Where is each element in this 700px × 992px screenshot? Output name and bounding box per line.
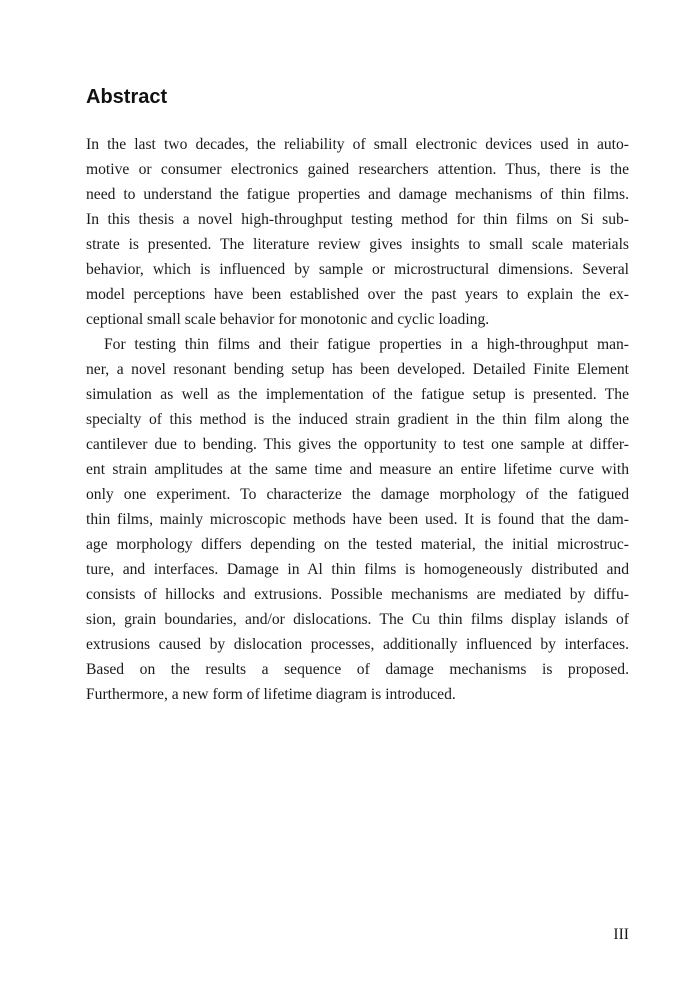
paragraph-line: model perceptions have been established over the past years to explain the ex- [86,286,629,303]
paragraph-line: thin films, mainly microscopic methods have been used. It is found that the dam- [86,511,629,528]
paragraph-line: need to understand the fatigue properties and damage mechanisms of thin films. [86,186,629,203]
page-number: III [613,926,629,943]
paragraph-line: strate is presented. The literature review gives insights to small scale materials [86,236,629,253]
paragraph-line: sion, grain boundaries, and/or dislocations. The Cu thin films display islands of [86,611,629,628]
paragraph-line: In this thesis a novel high-throughput testing method for thin films on Si sub- [86,211,629,228]
paragraph-line: age morphology differs depending on the tested material, the initial microstruc- [86,536,629,553]
paragraph-line: specialty of this method is the induced strain gradient in the thin film along the [86,411,629,428]
paragraph-line: only one experiment. To characterize the damage morphology of the fatigued [86,486,629,503]
paragraph-line: In the last two decades, the reliability of small electronic devices used in auto- [86,136,629,153]
paragraph-line: extrusions caused by dislocation processes, additionally influenced by interfaces. [86,636,629,653]
paragraph-line: ner, a novel resonant bending setup has been developed. Detailed Finite Element [86,361,629,378]
paragraph-line: simulation as well as the implementation of the fatigue setup is presented. The [86,386,629,403]
paragraph-line: ceptional small scale behavior for monotonic and cyclic loading. [86,311,490,328]
paragraph-line: motive or consumer electronics gained researchers attention. Thus, there is the [86,161,629,178]
abstract-body [86,132,629,707]
paragraph-line: behavior, which is influenced by sample or microstructural dimensions. Several [86,261,629,278]
paragraph-line: Furthermore, a new form of lifetime diagram is introduced. [86,686,456,703]
section-heading: Abstract [86,86,168,108]
paragraph-line: consists of hillocks and extrusions. Possible mechanisms are mediated by diffu- [86,586,629,603]
paragraph-line: ent strain amplitudes at the same time and measure an entire lifetime curve with [86,461,629,478]
paragraph-line: Based on the results a sequence of damage mechanisms is proposed. [86,661,629,678]
paragraph-line: ture, and interfaces. Damage in Al thin films is homogeneously distributed and [86,561,629,578]
paragraph-line: cantilever due to bending. This gives the opportunity to test one sample at differ- [86,436,629,453]
paragraph-line: For testing thin films and their fatigue properties in a high-throughput man- [104,336,629,353]
